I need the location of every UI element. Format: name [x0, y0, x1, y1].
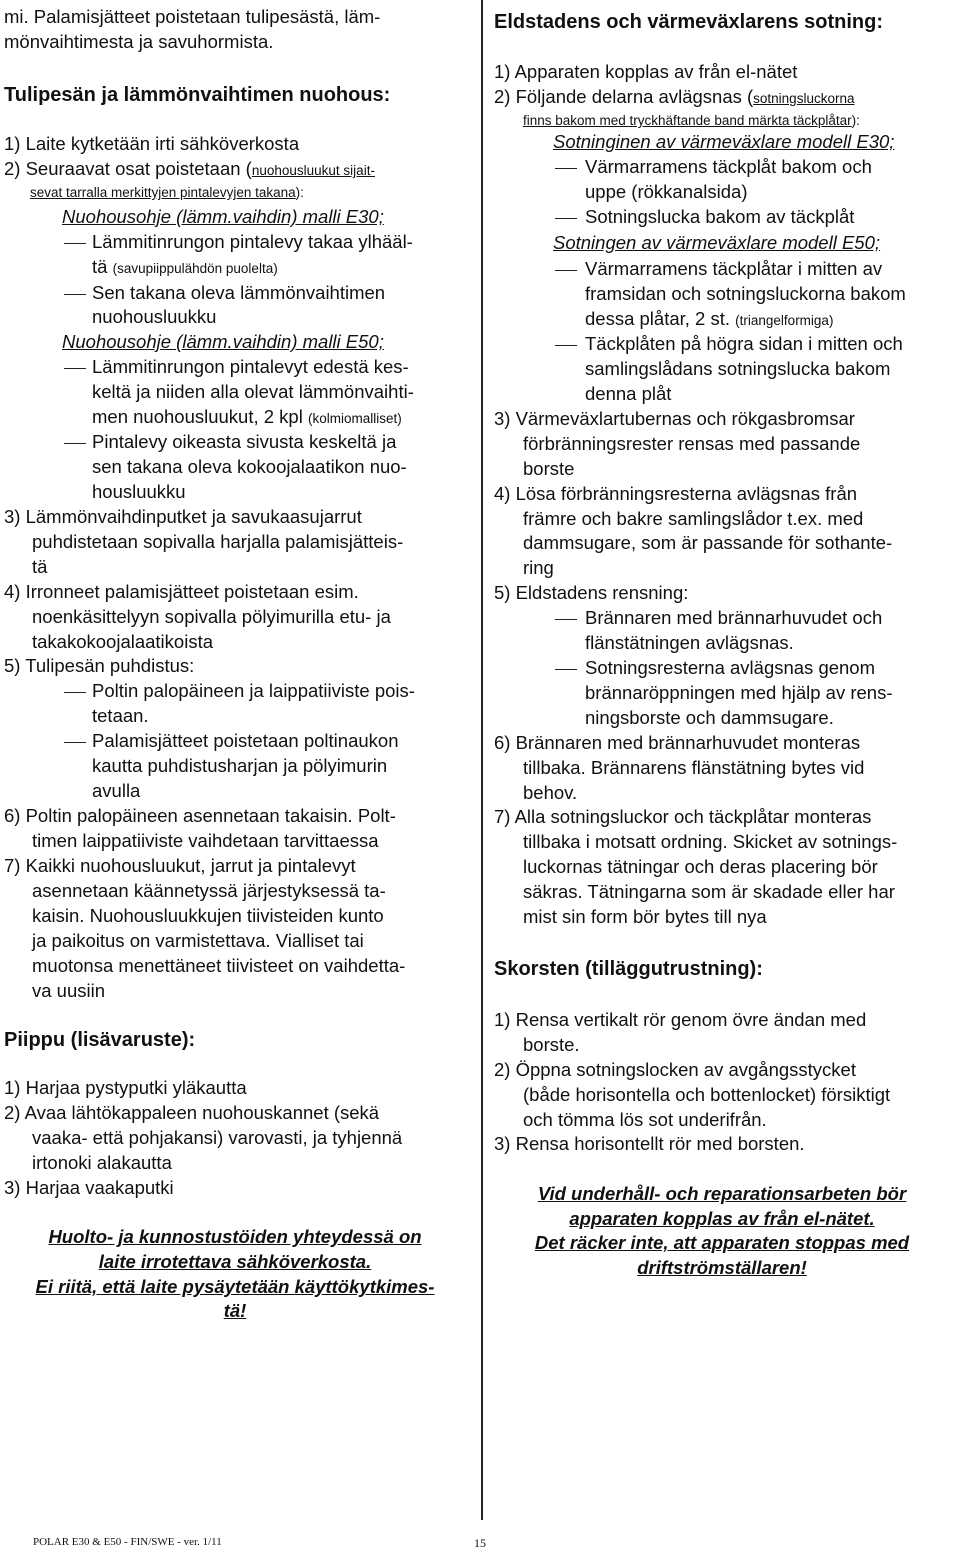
- e50-bullet-1: Lämmitinrungon pintalevyt edestä kes-: [92, 356, 409, 377]
- step-3-l3: tä: [32, 556, 48, 577]
- step-5-bullet-1-l2: tetaan.: [92, 705, 149, 726]
- swe-step-7: 7) Alla sotningsluckor och täckplåtar monteras: [494, 806, 872, 827]
- e50-bullet-2-l2: sen takana oleva kokoojalaatikon nuo-: [92, 456, 407, 477]
- intro-line-1: mi. Palamisjätteet poistetaan tulipesästä, läm-: [4, 6, 381, 27]
- chimney-step-2: 2) Avaa lähtökappaleen nuohouskannet (sekä: [4, 1102, 380, 1123]
- dash-icon: [64, 443, 86, 444]
- swe-chimney-step-2: 2) Öppna sotningslocken av avgångsstycket: [494, 1059, 856, 1080]
- swe-chimney-step-2-l2: (både horisontella och bottenlocket) försiktigt: [523, 1084, 891, 1105]
- chimney-step-2-l3: irtonoki alakautta: [32, 1152, 172, 1173]
- section-heading-swe: Eldstadens och värmeväxlarens sotning:: [494, 11, 884, 33]
- chimney-step-3: 3) Harjaa vaakaputki: [4, 1177, 174, 1198]
- swe-chimney-step-3: 3) Rensa horisontellt rör med borsten.: [494, 1133, 805, 1154]
- e50-bullet-1-l3: men nuohousluukut, 2 kpl (kolmiomalliset): [92, 406, 402, 427]
- swe-e30-bullet-1: Värmarramens täckplåt bakom och: [585, 156, 872, 177]
- intro-line-2: mönvaihtimesta ja savuhormista.: [4, 31, 274, 52]
- step-5-bullet-2: Palamisjätteet poistetaan poltinaukon: [92, 730, 399, 751]
- swe-chimney-step-1-l2: borste.: [523, 1034, 580, 1055]
- footer-doc-label: POLAR E30 & E50 - FIN/SWE - ver. 1/11: [33, 1536, 222, 1548]
- swe-step-5-bullet-2-l3: ningsborste och dammsugare.: [585, 707, 834, 728]
- e30-bullet-2: Sen takana oleva lämmönvaihtimen: [92, 282, 386, 303]
- swe-step-1: 1) Apparaten kopplas av från el-nätet: [494, 61, 798, 82]
- dash-icon: [64, 692, 86, 693]
- chimney-heading-fin: Piippu (lisävaruste):: [4, 1029, 196, 1051]
- dash-icon: [555, 168, 577, 169]
- step-4: 4) Irronneet palamisjätteet poistetaan esim.: [4, 581, 359, 602]
- swe-step-5-bullet-1-l2: flänstätningen avlägsnas.: [585, 632, 794, 653]
- chimney-step-1: 1) Harjaa pystyputki yläkautta: [4, 1077, 247, 1098]
- swe-step-6-l3: behov.: [523, 782, 578, 803]
- step-7-l3: kaisin. Nuohousluukkujen tiivisteiden kunto: [32, 905, 384, 926]
- e50-bullet-2-l3: housluukku: [92, 481, 186, 502]
- swe-step-4-l4: ring: [523, 557, 554, 578]
- swe-e50-bullet-2-l2: samlingslådans sotningslucka bakom: [585, 358, 891, 379]
- swe-step-4: 4) Lösa förbränningsresterna avlägsnas från: [494, 483, 858, 504]
- warning-swe-l2: apparaten kopplas av från el-nätet.: [569, 1208, 875, 1229]
- warning-swe-l4: driftströmställaren!: [637, 1257, 807, 1278]
- swe-step-2: 2) Följande delarna avlägsnas (sotningsluckorna: [494, 86, 855, 107]
- warning-swe-l3: Det räcker inte, att apparaten stoppas med: [534, 1232, 910, 1253]
- e50-bullet-1-l2: keltä ja niiden alla olevat lämmönvaihti-: [92, 381, 414, 402]
- swe-e50-bullet-1-l2: framsidan och sotningsluckorna bakom: [585, 283, 906, 304]
- e30-bullet-2-cont: nuohousluukku: [92, 306, 217, 327]
- swe-step-6-l2: tillbaka. Brännarens flänstätning bytes vid: [523, 757, 865, 778]
- dash-icon: [555, 270, 577, 271]
- warning-fin-l3: Ei riitä, että laite pysäytetään käyttökytkimes-: [35, 1276, 435, 1297]
- swe-e50-title: Sotningen av värmeväxlare modell E50;: [553, 232, 881, 253]
- chimney-heading-swe: Skorsten (tilläggutrustning):: [494, 958, 763, 980]
- swe-chimney-step-2-l3: och tömma lös sot underifrån.: [523, 1109, 767, 1130]
- swe-e30-bullet-1-l2: uppe (rökkanalsida): [585, 181, 748, 202]
- dash-icon: [555, 345, 577, 346]
- chimney-step-2-l2: vaaka- että pohjakansi) varovasti, ja tyhjennä: [32, 1127, 403, 1148]
- dash-icon: [555, 619, 577, 620]
- swe-step-5-bullet-2: Sotningsresterna avlägsnas genom: [585, 657, 876, 678]
- dash-icon: [555, 218, 577, 219]
- swe-step-3: 3) Värmeväxlartubernas och rökgasbromsar: [494, 408, 855, 429]
- step-5: 5) Tulipesän puhdistus:: [4, 655, 195, 676]
- dash-icon: [64, 742, 86, 743]
- dash-icon: [555, 669, 577, 670]
- swe-step-2-cont: finns bakom med tryckhäftande band märkta täckplåtar):: [523, 113, 860, 128]
- swe-step-7-l4: säkras. Tätningarna som är skadade eller har: [523, 881, 895, 902]
- e30-bullet-1: Lämmitinrungon pintalevy takaa ylhääl-: [92, 231, 413, 252]
- column-divider: [481, 0, 483, 1520]
- step-7-l5: muotonsa menettäneet tiivisteet on vaihdetta-: [32, 955, 406, 976]
- step-7-l2: asennetaan käännetyssä järjestyksessä ta-: [32, 880, 386, 901]
- step-3-l2: puhdistetaan sopivalla harjalla palamisjätteis-: [32, 531, 404, 552]
- swe-e30-title: Sotninginen av värmeväxlare modell E30;: [553, 131, 895, 152]
- swe-step-3-l3: borste: [523, 458, 575, 479]
- page-number: 15: [474, 1536, 486, 1550]
- e30-bullet-1-cont: tä (savupiippulähdön puolelta): [92, 256, 278, 277]
- swe-chimney-step-1: 1) Rensa vertikalt rör genom övre ändan med: [494, 1009, 867, 1030]
- swe-step-6: 6) Brännaren med brännarhuvudet monteras: [494, 732, 861, 753]
- step-7-l6: va uusiin: [32, 980, 106, 1001]
- swe-step-3-l2: förbränningsrester rensas med passande: [523, 433, 861, 454]
- swe-step-4-l3: dammsugare, som är passande för sothante-: [523, 532, 893, 553]
- section-heading-fin: Tulipesän ja lämmönvaihtimen nuohous:: [4, 84, 391, 106]
- dash-icon: [64, 368, 86, 369]
- warning-fin-l1: Huolto- ja kunnostustöiden yhteydessä on: [48, 1226, 422, 1247]
- step-7-l4: ja paikoitus on varmistettava. Vialliset tai: [32, 930, 364, 951]
- step-4-l2: noenkäsittelyyn sopivalla pölyimurilla etu- ja: [32, 606, 391, 627]
- step-1: 1) Laite kytketään irti sähköverkosta: [4, 133, 300, 154]
- warning-swe-l1: Vid underhåll- och reparationsarbeten bör: [537, 1183, 907, 1204]
- step-7: 7) Kaikki nuohousluukut, jarrut ja pintalevyt: [4, 855, 356, 876]
- step-5-bullet-1: Poltin palopäineen ja laippatiiviste pois-: [92, 680, 415, 701]
- dash-icon: [64, 294, 86, 295]
- swe-step-5-bullet-1: Brännaren med brännarhuvudet och: [585, 607, 883, 628]
- swe-step-7-l2: tillbaka i motsatt ordning. Skicket av sotnings-: [523, 831, 898, 852]
- dash-icon: [64, 243, 86, 244]
- e30-instructions-title: Nuohousohje (lämm.vaihdin) malli E30;: [62, 206, 384, 227]
- step-5-bullet-2-l3: avulla: [92, 780, 141, 801]
- step-6: 6) Poltin palopäineen asennetaan takaisin. Polt-: [4, 805, 396, 826]
- step-5-bullet-2-l2: kautta puhdistusharjan ja pölyimurin: [92, 755, 388, 776]
- swe-e50-bullet-2: Täckplåten på högra sidan i mitten och: [585, 333, 903, 354]
- swe-e50-bullet-1-l3: dessa plåtar, 2 st. (triangelformiga): [585, 308, 834, 329]
- warning-fin-l2: laite irrotettava sähköverkosta.: [98, 1251, 372, 1272]
- swe-step-7-l5: mist sin form bör bytes till nya: [523, 906, 767, 927]
- step-6-l2: timen laippatiiviste vaihdetaan tarvittaessa: [32, 830, 379, 851]
- e50-bullet-2: Pintalevy oikeasta sivusta keskeltä ja: [92, 431, 397, 452]
- step-2-cont: sevat tarralla merkittyjen pintalevyjen takana):: [30, 185, 304, 200]
- swe-step-5-bullet-2-l2: brännaröppningen med hjälp av rens-: [585, 682, 893, 703]
- swe-e50-bullet-2-l3: denna plåt: [585, 383, 672, 404]
- step-3: 3) Lämmönvaihdinputket ja savukaasujarrut: [4, 506, 362, 527]
- swe-e30-bullet-2: Sotningslucka bakom av täckplåt: [585, 206, 855, 227]
- warning-fin-l4: tä!: [223, 1300, 247, 1321]
- swe-step-5: 5) Eldstadens rensning:: [494, 582, 689, 603]
- swe-step-4-l2: främre och bakre samlingslådor t.ex. med: [523, 508, 864, 529]
- step-4-l3: takakokoojalaatikoista: [32, 631, 213, 652]
- step-2: 2) Seuraavat osat poistetaan (nuohousluukut sijait-: [4, 158, 375, 179]
- swe-step-7-l3: luckornas tätningar och deras placering bör: [523, 856, 878, 877]
- e50-instructions-title: Nuohousohje (lämm.vaihdin) malli E50;: [62, 331, 384, 352]
- swe-e50-bullet-1: Värmarramens täckplåtar i mitten av: [585, 258, 883, 279]
